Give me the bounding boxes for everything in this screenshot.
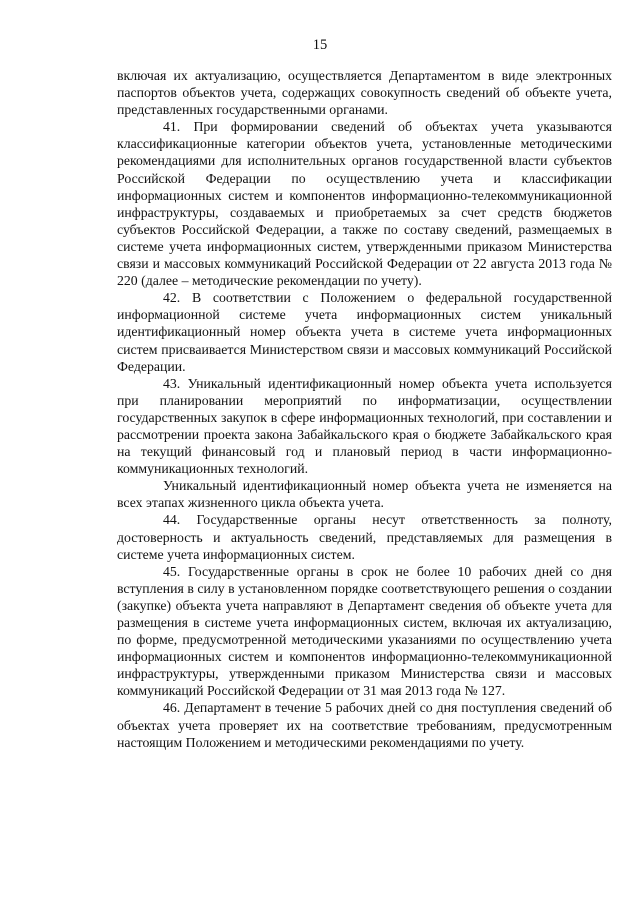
page-number: 15	[312, 37, 328, 53]
paragraph-44: 44. Государственные органы несут ответственность за полноту, достоверность и актуальность сведений, представляемых для размещения в системе учета информационных систем.	[117, 512, 612, 562]
paragraph-41: 41. При формировании сведений об объектах учета указываются классификационные категории объектов учета, установленные методическими рекомендациями для исполнительных органов государственной власти субъектов Российской Федерации по осуществлению учета и классификации информационных систем и компонентов информационно-телекоммуникационной инфраструктуры, создаваемых и приобретаемых за счет средств бюджетов субъектов Российской Федерации, а также по составу сведений, размещаемых в системе учета информационных систем, утвержденными приказом Министерства связи и массовых коммуникаций Российской Федерации от 22 августа 2013 года № 220 (далее – методические рекомендации по учету).	[117, 119, 612, 289]
paragraph-43-continued: Уникальный идентификационный номер объекта учета не изменяется на всех этапах жизненного цикла объекта учета.	[117, 478, 612, 511]
paragraph-continuation: включая их актуализацию, осуществляется Департаментом в виде электронных паспортов объектов учета, содержащих совокупность сведений об объекте учета, представленных государственными органами.	[117, 68, 612, 118]
document-body	[117, 67, 612, 751]
paragraph-42: 42. В соответствии с Положением о федеральной государственной информационной системе учета информационных систем уникальный идентификационный номер объекта учета в системе учета информационных систем присваивается Министерством связи и массовых коммуникаций Российской Федерации.	[117, 290, 612, 374]
paragraph-46: 46. Департамент в течение 5 рабочих дней со дня поступления сведений об объектах учета проверяет их на соответствие требованиям, предусмотренным настоящим Положением и методическими рекомендациями по учету.	[117, 700, 612, 750]
paragraph-43: 43. Уникальный идентификационный номер объекта учета используется при планировании мероприятий по информатизации, осуществлении государственных закупок в сфере информационных технологий, при составлении и рассмотрении проекта закона Забайкальского края о бюджете Забайкальского края на текущий финансовый год и плановый период в части информационно-коммуникационных технологий.	[117, 375, 612, 477]
paragraph-45: 45. Государственные органы в срок не более 10 рабочих дней со дня вступления в силу в установленном порядке соответствующего решения о создании (закупке) объекта учета направляют в Департамент сведения об объекте учета для размещения в системе учета информационных систем, включая их актуализацию, по форме, предусмотренной методическими указаниями по осуществлению учета информационных систем и компонентов информационно-телекоммуникационной инфраструктуры, утвержденными приказом Министерства связи и массовых коммуникаций Российской Федерации от 31 мая 2013 года № 127.	[117, 563, 612, 699]
